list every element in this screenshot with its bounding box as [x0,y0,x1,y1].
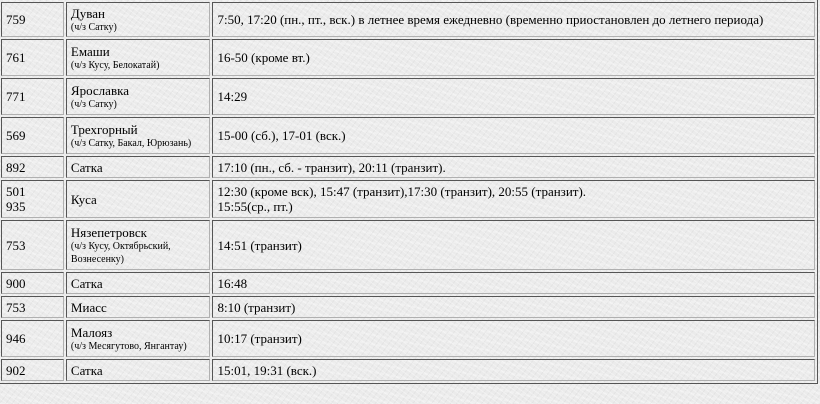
destination-name: Сатка [70,362,103,378]
destination-name: Сатка [70,159,103,175]
route-number: 753 [6,299,26,315]
departure-times-cell [212,320,815,357]
departure-times-cell [212,359,815,381]
destination-name: Емаши [70,43,110,59]
departure-times-cell [212,180,815,218]
destination-cell [66,220,211,270]
departure-times: 12:30 (кроме вск), 15:47 (транзит),17:30 (транзит), 20:55 (транзит). [217,184,587,199]
route-number-cell [1,180,64,218]
destination-cell [66,2,211,37]
destination-cell [66,39,211,76]
table-row [1,220,815,270]
destination-name: Нязепетровск [70,224,147,240]
destination-via: (ч/з Сатку) [70,21,117,33]
destination-name: Ярославка [70,82,129,98]
destination-cell [66,180,211,218]
destination-name: Трехгорный [70,121,138,137]
departure-times: 7:50, 17:20 (пн., пт., вск.) в летнее время ежедневно (временно приостановлен до летнего периода) [217,12,764,27]
destination-via: (ч/з Сатку) [70,98,117,110]
route-number-cell [1,272,64,294]
departure-times-cell [212,2,815,37]
route-number: 759 [6,12,26,27]
route-number: 946 [6,331,26,346]
destination-cell [66,320,211,357]
table-row [1,180,815,218]
departure-times-cell [212,117,815,154]
destination-name: Миасс [70,299,107,315]
destination-cell [66,272,211,294]
route-number: 900 [6,275,26,291]
destination-name: Малояз [70,324,113,340]
table-row [1,296,815,318]
route-number: 761 [6,50,26,65]
departure-times-cell [212,156,815,178]
destination-via: (ч/з Кусу, Октябрьский, Вознесенку) [70,240,171,265]
destination-via: (ч/з Кусу, Белокатай) [70,59,160,71]
departure-times: 10:17 (транзит) [217,331,302,346]
route-number-cell [1,39,64,76]
departure-times: 17:10 (пн., сб. - транзит), 20:11 (транзит). [217,159,446,175]
departure-times: 16:48 [217,275,248,291]
route-number: 892 [6,159,26,175]
route-number-cell [1,359,64,381]
destination-via: (ч/з Месягутово, Янгантау) [70,340,187,352]
departure-times-cell [212,220,815,270]
destination-cell [66,359,211,381]
table-row [1,39,815,76]
table-row [1,78,815,115]
route-number-cell [1,78,64,115]
departure-times-cell [212,272,815,294]
departure-times: 8:10 (транзит) [217,299,296,315]
route-number: 935 [6,199,26,214]
route-number: 501 [6,184,26,199]
departure-times-cell [212,296,815,318]
route-number-cell [1,156,64,178]
table-row [1,156,815,178]
table-row [1,117,815,154]
departure-times-cell [212,39,815,76]
destination-cell [66,156,211,178]
destination-cell [66,78,211,115]
route-number: 902 [6,362,26,378]
route-number-cell [1,220,64,270]
departure-times: 15-00 (сб.), 17-01 (вск.) [217,128,346,143]
destination-name: Сатка [70,275,103,291]
destination-name: Дуван [70,5,105,21]
departure-times-cell [212,78,815,115]
destination-via: (ч/з Сатку, Бакал, Юрюзань) [70,137,192,149]
table-row [1,320,815,357]
departure-times: 15:55(ср., пт.) [217,199,293,214]
departure-times: 14:29 [217,89,248,104]
departure-times: 16-50 (кроме вт.) [217,50,310,65]
route-number-cell [1,117,64,154]
route-number-cell [1,296,64,318]
route-number: 771 [6,89,26,104]
destination-cell [66,117,211,154]
route-number: 569 [6,128,26,143]
departure-times: 15:01, 19:31 (вск.) [217,362,317,378]
table-row [1,272,815,294]
table-row [1,2,815,37]
route-number-cell [1,320,64,357]
departure-times: 14:51 (транзит) [217,237,302,253]
destination-cell [66,296,211,318]
route-number: 753 [6,237,26,253]
table-row [1,359,815,381]
destination-name: Куса [70,191,97,207]
route-number-cell [1,2,64,37]
